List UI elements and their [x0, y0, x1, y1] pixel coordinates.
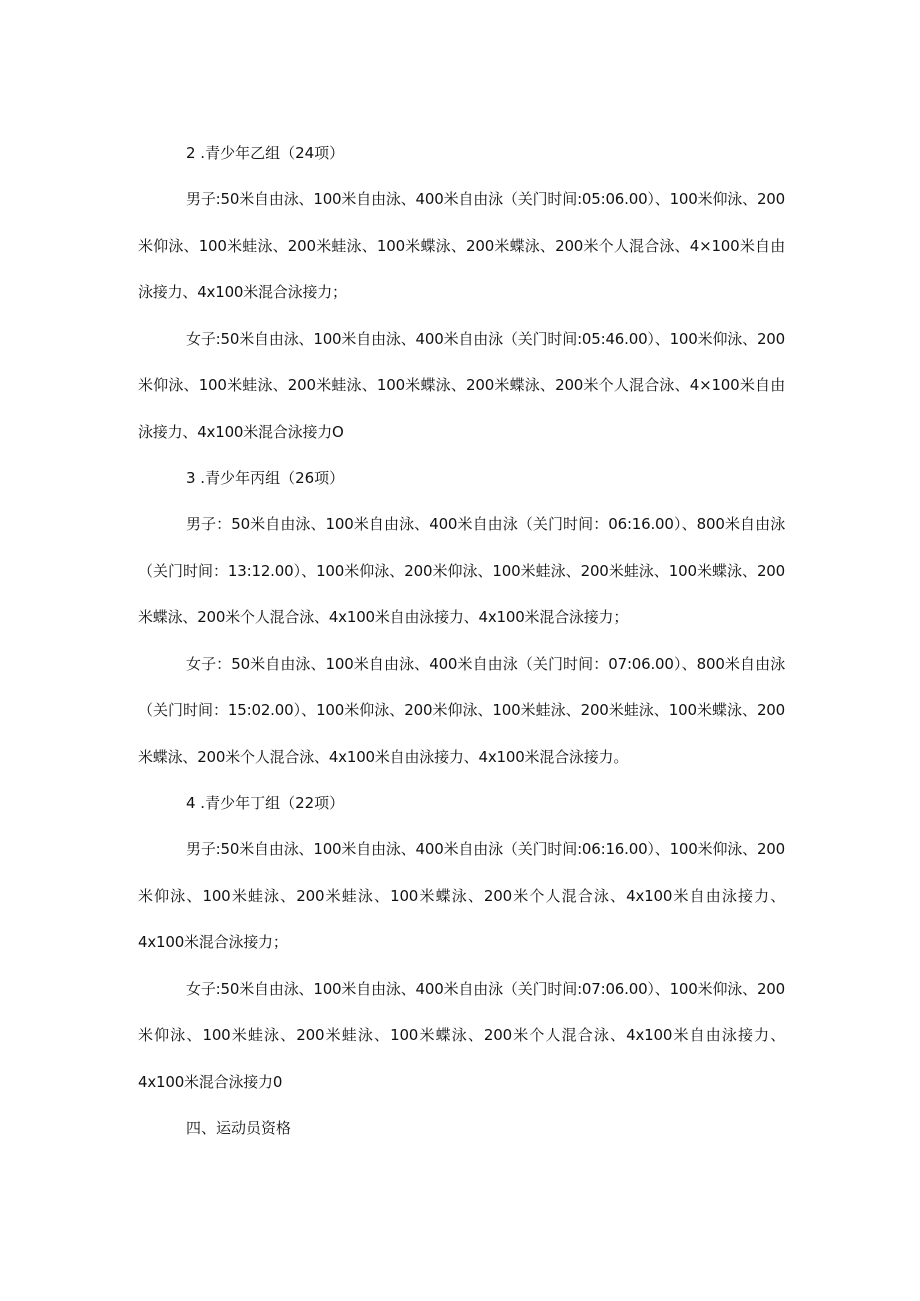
- group-heading-youth-c: 3 .青少年丙组（26项）: [186, 469, 345, 487]
- youth-c-women-events: 女子：50米自由泳、100米自由泳、400米自由泳（关门时间：07:06.00）、800米自由泳（关门时间：15:02.00）、100米仰泳、200米仰泳、100米蛙泳、200米蛙泳、100米蝶泳、200米蝶泳、200米个人混合泳、4x100米自由泳接力、4x100米混合泳接力。: [138, 654, 785, 766]
- youth-d-women-events: 女子:50米自由泳、100米自由泳、400米自由泳（关门时间:07:06.00）、100米仰泳、200米仰泳、100米蛙泳、200米蛙泳、100米蝶泳、200米个人混合泳、4x100米自由泳接力、4x100米混合泳接力0: [138, 979, 785, 1091]
- youth-b-women-events: 女子:50米自由泳、100米自由泳、400米自由泳（关门时间:05:46.00）、100米仰泳、200米仰泳、100米蛙泳、200米蛙泳、100米蝶泳、200米蝶泳、200米个人混合泳、4×100米自由泳接力、4x100米混合泳接力O: [138, 329, 785, 441]
- group-heading-youth-d: 4 .青少年丁组（22项）: [186, 794, 345, 812]
- youth-d-men-events: 男子:50米自由泳、100米自由泳、400米自由泳（关门时间:06:16.00）、100米仰泳、200米仰泳、100米蛙泳、200米蛙泳、100米蝶泳、200米个人混合泳、4x100米自由泳接力、4x100米混合泳接力；: [138, 840, 785, 951]
- youth-b-men-events: 男子:50米自由泳、100米自由泳、400米自由泳（关门时间:05:06.00）、100米仰泳、200米仰泳、100米蛙泳、200米蛙泳、100米蝶泳、200米蝶泳、200米个人混合泳、4×100米自由泳接力、4x100米混合泳接力；: [138, 190, 785, 301]
- section-heading-athlete-eligibility: 四、运动员资格: [186, 1119, 292, 1137]
- document-body: [138, 130, 785, 1151]
- youth-c-men-events: 男子：50米自由泳、100米自由泳、400米自由泳（关门时间：06:16.00）、800米自由泳（关门时间：13:12.00）、100米仰泳、200米仰泳、100米蛙泳、200米蛙泳、100米蝶泳、200米蝶泳、200米个人混合泳、4x100米自由泳接力、4x100米混合泳接力；: [138, 515, 785, 626]
- group-heading-youth-b: 2 .青少年乙组（24项）: [186, 144, 345, 162]
